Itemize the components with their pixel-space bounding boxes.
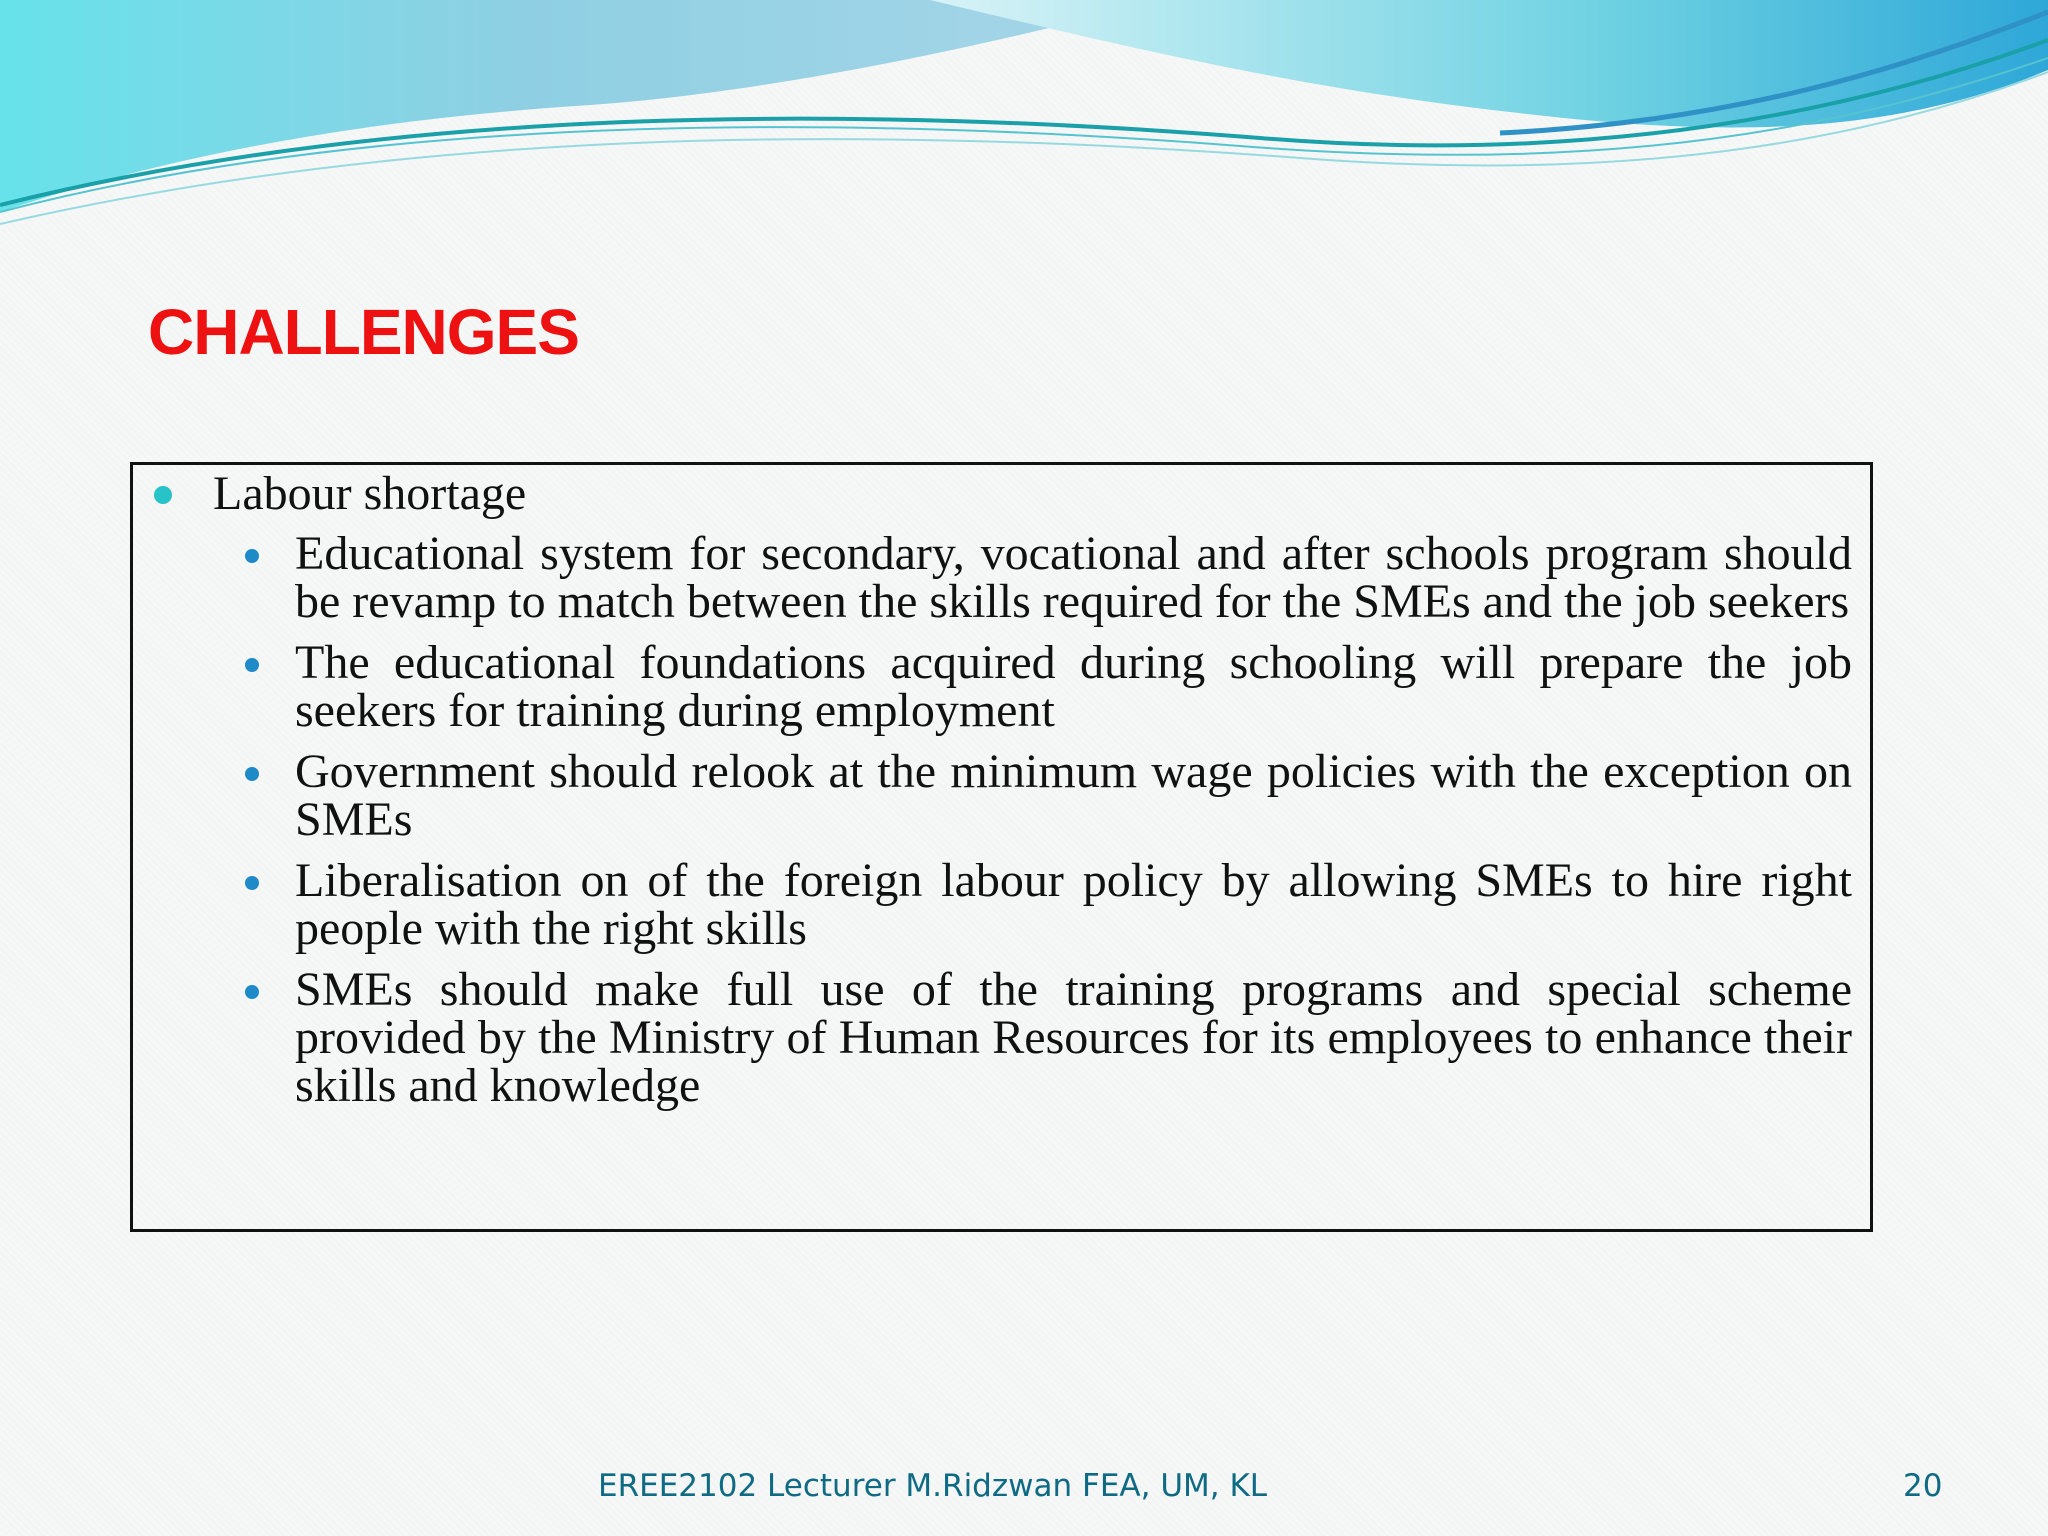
page-number: 20 (1903, 1468, 1943, 1504)
slide-title: CHALLENGES (148, 296, 579, 368)
footer-text: EREE2102 Lecturer M.Ridzwan FEA, UM, KL (598, 1468, 1268, 1504)
sub-bullet-text: The educational foundations acquired during schooling will prepare the job seekers for training during employment (295, 636, 1852, 737)
sub-bullet-item (295, 527, 1852, 628)
main-bullet-text: Labour shortage (213, 467, 527, 520)
sub-bullet-text: Government should relook at the minimum wage policies with the exception on SMEs (295, 745, 1852, 846)
sub-bullet-text: SMEs should make full use of the training programs and special scheme provided by the Ministry of Human Resources for its employees to enhance their skills and knowledge (295, 963, 1852, 1112)
main-bullet-icon (154, 486, 172, 504)
sub-bullet-text: Liberalisation on of the foreign labour policy by allowing SMEs to hire right people with the right skills (295, 854, 1852, 955)
sub-bullet-icon (245, 985, 259, 999)
sub-bullet-icon (245, 876, 259, 890)
sub-bullet-item (295, 854, 1852, 955)
sub-bullet-item (295, 745, 1852, 846)
sub-bullet-list (295, 527, 1852, 1123)
sub-bullet-item (295, 636, 1852, 737)
header-wave-graphic (0, 0, 2048, 240)
sub-bullet-icon (245, 658, 259, 672)
sub-bullet-icon (245, 767, 259, 781)
sub-bullet-item (295, 963, 1852, 1112)
sub-bullet-icon (245, 549, 259, 563)
sub-bullet-text: Educational system for secondary, vocational and after schools program should be revamp to match between the skills required for the SMEs and the job seekers (295, 527, 1852, 628)
